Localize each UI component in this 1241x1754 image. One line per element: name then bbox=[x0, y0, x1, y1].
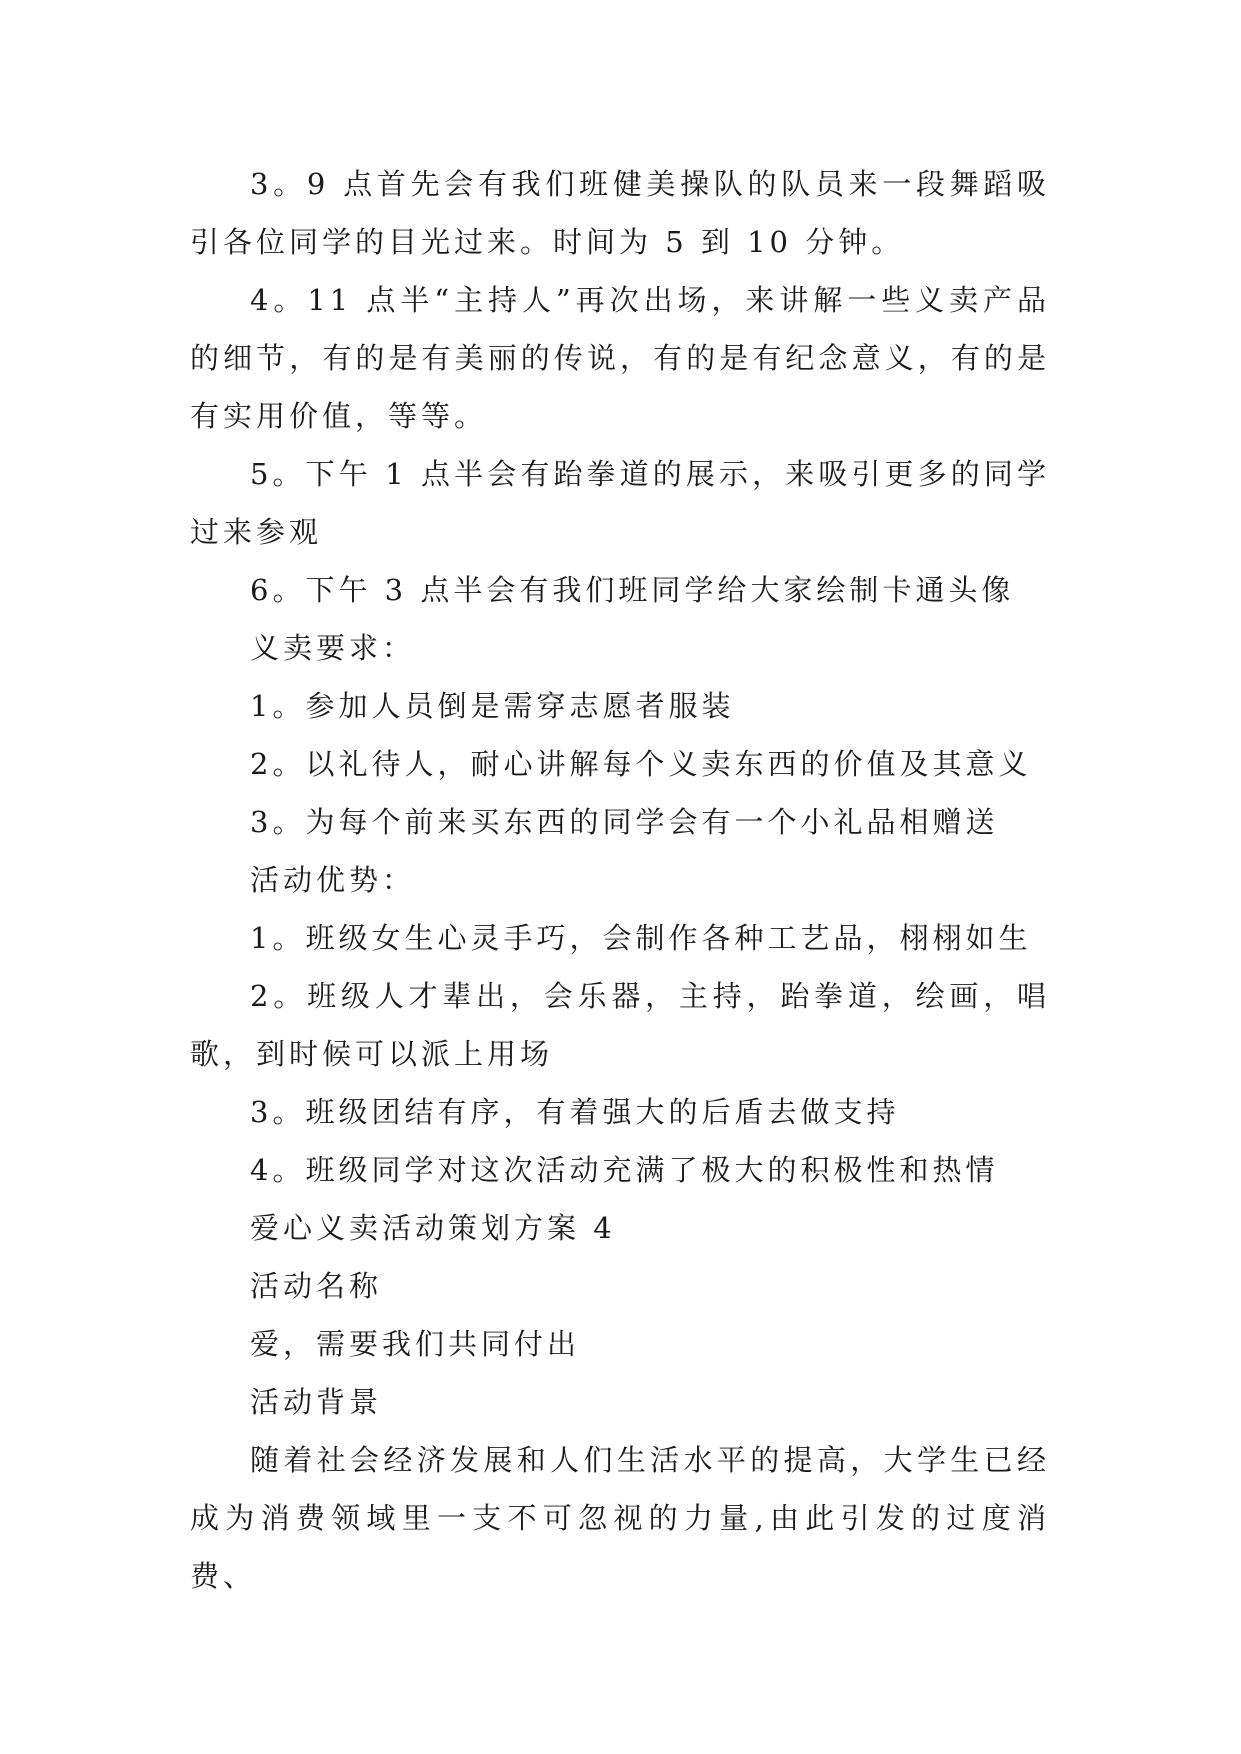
requirement-2: 2。以礼待人，耐心讲解每个义卖东西的价值及其意义 bbox=[250, 747, 1032, 781]
requirement-1: 1。参加人员倒是需穿志愿者服装 bbox=[250, 689, 735, 723]
advantage-1: 1。班级女生心灵手巧，会制作各种工艺品，栩栩如生 bbox=[250, 921, 1032, 955]
paragraph-3: 5。下午 1 点半会有跆拳道的展示，来吸引更多的同学过来参观 bbox=[190, 457, 1050, 549]
activity-name: 爱，需要我们共同付出 bbox=[250, 1327, 581, 1361]
paragraph-4: 6。下午 3 点半会有我们班同学给大家绘制卡通头像 bbox=[250, 573, 1015, 607]
plan-title: 爱心义卖活动策划方案 4 bbox=[250, 1211, 616, 1245]
requirement-3: 3。为每个前来买东西的同学会有一个小礼品相赠送 bbox=[250, 805, 999, 839]
section-heading-activity-name: 活动名称 bbox=[250, 1269, 383, 1303]
section-heading-background: 活动背景 bbox=[250, 1385, 383, 1419]
section-heading-advantages: 活动优势： bbox=[250, 863, 416, 897]
section-heading-requirements: 义卖要求： bbox=[250, 631, 416, 665]
paragraph-2: 4。11 点半“主持人”再次出场，来讲解一些义卖产品的细节，有的是有美丽的传说，有的是有纪念意义，有的是有实用价值，等等。 bbox=[190, 283, 1050, 433]
advantage-3: 3。班级团结有序，有着强大的后盾去做支持 bbox=[250, 1095, 900, 1129]
background-text: 随着社会经济发展和人们生活水平的提高，大学生已经成为消费领域里一支不可忽视的力量,由此引发的过度消费、 bbox=[190, 1443, 1050, 1593]
advantage-2: 2。班级人才辈出，会乐器，主持，跆拳道，绘画，唱歌，到时候可以派上用场 bbox=[190, 979, 1050, 1071]
paragraph-1: 3。9 点首先会有我们班健美操队的队员来一段舞蹈吸引各位同学的目光过来。时间为 5 到 10 分钟。 bbox=[190, 167, 1050, 259]
advantage-4: 4。班级同学对这次活动充满了极大的积极性和热情 bbox=[250, 1153, 999, 1187]
document-body bbox=[190, 155, 1050, 1605]
